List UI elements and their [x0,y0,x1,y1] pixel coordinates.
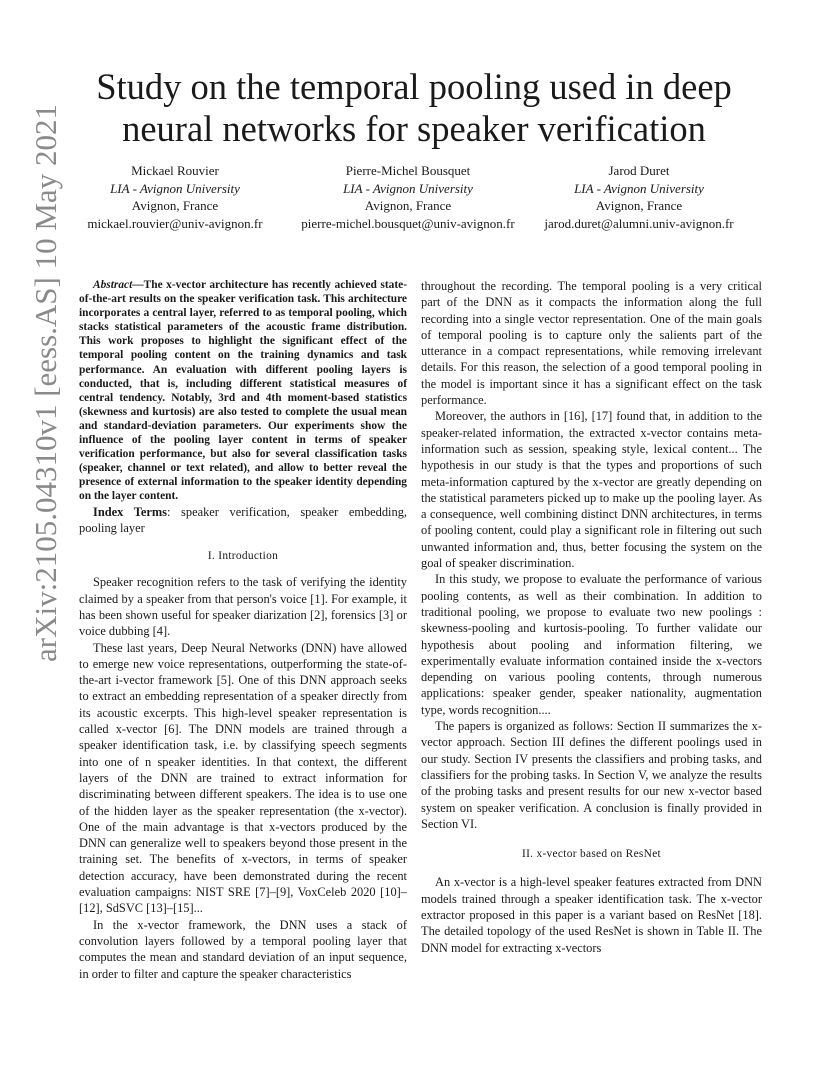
index-terms [79,504,407,537]
paragraph: These last years, Deep Neural Networks (DNN) have allowed to emerge new voice representations, outperforming the state-of-the-art i-vector framework [5]. One of this DNN approach seeks to extract an embedding representation of a speaker directly from its acoustic excerpts. This high-level speaker representation is called x-vector [6]. The DNN models are trained through a speaker identification task, i.e. by classifying speech segments into one of n speaker identities. In that context, the different layers of the DNN are trained to extract information for discriminating between different speakers. The idea is to use one of the hidden layer as the speaker representation (the x-vector). One of the main advantage is that x-vectors produced by the DNN can generalize well to speakers beyond those present in the training set. The benefits of x-vectors, in terms of speaker detection accuracy, have been demonstrated during the recent evaluation campaigns: NIST SRE [7]–[9], VoxCeleb 2020 [10]–[12], SdSVC [13]–[15]... [79,640,407,916]
paragraph: throughout the recording. The temporal pooling is a very critical part of the DNN as it compacts the information along the full recording into a single vector representation. One of the main goals of temporal pooling is to capture only the salients part of the utterance in a compact representations, while removing irrelevant details. For this reason, the selection of a good temporal pooling in the model is important since it has a significant effect on the task performance. [421,279,762,408]
index-terms-text: : speaker verification, speaker embedding, pooling layer [79,504,407,535]
author-1 [80,162,270,232]
author-3 [536,162,742,232]
abstract: Abstract—The x-vector architecture has recently achieved state-of-the-art results on the speaker verification task. This architecture incorporates a central layer, referred to as temporal pooling, which stacks statistical parameters of the acoustic frame distribution. This work proposes to highlight the significant effect of the temporal pooling content on the training dynamics and task performance. An evaluation with different pooling layers is conducted, that is, including different statistical measures of central tendency. Notably, 3rd and 4th moment-based statistics (skewness and kurtosis) are also tested to complete the usual mean and standard-deviation parameters. Our experiments show the influence of the pooling layer content in terms of speaker verification performance, but also for several classification tasks (speaker, channel or text related), and allow to better reveal the presence of external information to the speaker identity depending on the layer content. [79,279,407,503]
paragraph: The papers is organized as follows: Section II summarizes the x-vector approach. Section III defines the different poolings used in our study. Section IV presents the classifiers and probing tasks, and classifiers for the probing tasks. In Section V, we analyze the results of the probing tasks and present results for our new x-vector based system on speaker verification. A conclusion is finally provided in Section VI. [421,719,762,831]
author-affiliation: LIA - Avignon University [343,180,473,196]
paper-title: Study on the temporal pooling used in deep neural networks for speaker verification [96,66,732,149]
author-email[interactable]: mickael.rouvier@univ-avignon.fr [87,215,263,231]
author-location: Avignon, France [131,198,219,213]
paragraph: In the x-vector framework, the DNN uses a stack of convolution layers followed by a temporal pooling layer that computes the mean and standard deviation of an input sequence, in order to filter and capture the speaker characteristics [79,917,407,981]
paragraph: Moreover, the authors in [16], [17] found that, in addition to the speaker-related information, the extracted x-vector contains meta-information such as session, speaking style, lexical content... The hypothesis in our study is that the types and proportions of such meta-information captured by the x-vector are greatly depending on the statistical parameters picked up to make up the pooling layer. As a consequence, well combining distinct DNN architectures, in terms of pooling content, could play a significant role in filtering out such unwanted information and, thus, better focusing the system on the goal of speaker discrimination. [421,409,762,571]
right-column [421,278,762,956]
abstract-text: The x-vector architecture has recently achieved state-of-the-art results on the speaker verification task. This architecture incorporates a central layer, referred to as temporal pooling, which stacks statistical parameters of the acoustic frame distribution. This work proposes to highlight the significant effect of the temporal pooling content on the training dynamics and task performance. An evaluation with different pooling layers is conducted, that is, including different statistical measures of central tendency. Notably, 3rd and 4th moment-based statistics (skewness and kurtosis) are also tested to complete the usual mean and standard-deviation parameters. Our experiments show the influence of the pooling layer content in terms of speaker verification performance, but also for several classification tasks (speaker, channel or text related), and allow to better reveal the presence of external information to the speaker identity depending on the layer content. [79,279,407,503]
arxiv-id: arXiv:2105.04310v1 [eess.AS] 10 May 2021 [28,104,63,662]
author-affiliation: LIA - Avignon University [110,180,240,196]
author-affiliation: LIA - Avignon University [574,180,704,196]
paragraph: Speaker recognition refers to the task of verifying the identity claimed by a speaker from that person's voice [1]. For example, it has been shown useful for speaker diarization [2], forensics [3] or voice dubbing [4]. [79,575,407,639]
author-name: Pierre-Michel Bousquet [345,163,471,178]
left-column [79,278,407,982]
section-heading-introduction: I. Introduction [207,550,279,563]
author-name: Mickael Rouvier [131,163,219,178]
paragraph: In this study, we propose to evaluate the performance of various pooling contents, as well as their combination. In addition to traditional pooling, we propose to evaluate two new poolings : skewness-pooling and kurtosis-pooling. To further validate our hypothesis about pooling and information filtering, we experimentally evaluate information contained inside the x-vectors depending on various pooling contents, through numerous applications: speaker gender, speaker nationality, augmentation type, words recognition.... [421,572,762,717]
author-location: Avignon, France [364,198,452,213]
author-email[interactable]: jarod.duret@alumni.univ-avignon.fr [544,215,734,231]
author-name: Jarod Duret [608,163,670,178]
author-location: Avignon, France [595,198,683,213]
section-heading-xvector: II. x-vector based on ResNet [521,848,662,861]
abstract-label: Abstract [93,279,133,291]
index-terms-label: Index Terms [93,504,167,519]
author-2 [290,162,526,232]
arxiv-stamp [25,104,67,662]
paragraph: An x-vector is a high-level speaker features extracted from DNN models trained through a speaker identification task. The x-vector extractor proposed in this paper is a variant based on ResNet [18]. The detailed topology of the used ResNet is shown in Table II. The DNN model for extracting x-vectors [421,875,762,955]
author-email[interactable]: pierre-michel.bousquet@univ-avignon.fr [301,215,515,231]
